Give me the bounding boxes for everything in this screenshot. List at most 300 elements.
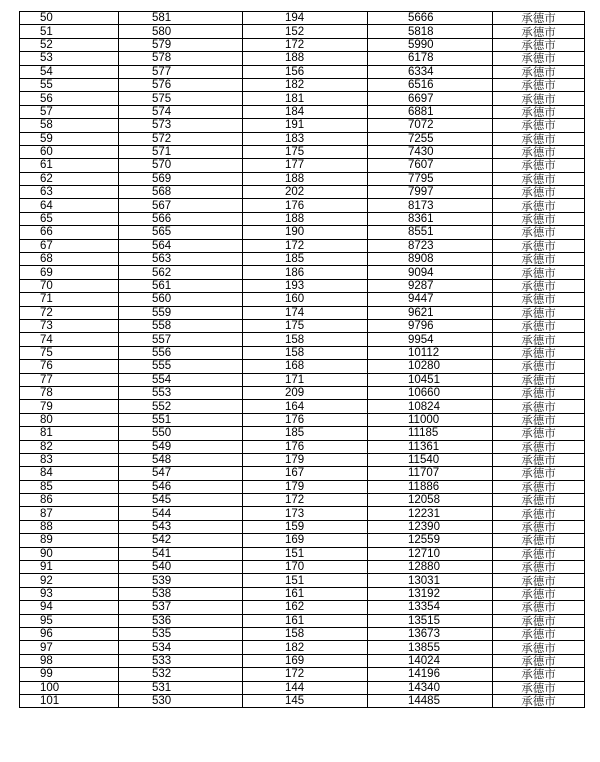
rank-cell: 74 bbox=[20, 333, 119, 346]
rank-cell: 69 bbox=[20, 266, 119, 279]
score-cell: 551 bbox=[119, 413, 243, 426]
city-cell: 承德市 bbox=[493, 12, 585, 25]
count-cell: 160 bbox=[243, 293, 368, 306]
rank-cell: 101 bbox=[20, 694, 119, 707]
score-cell: 558 bbox=[119, 319, 243, 332]
table-row bbox=[20, 561, 585, 574]
cumulative-cell: 9796 bbox=[368, 319, 493, 332]
rank-cell: 58 bbox=[20, 119, 119, 132]
count-cell: 182 bbox=[243, 78, 368, 91]
cumulative-cell: 13673 bbox=[368, 627, 493, 640]
table-row bbox=[20, 507, 585, 520]
score-cell: 552 bbox=[119, 400, 243, 413]
city-cell: 承德市 bbox=[493, 641, 585, 654]
cumulative-cell: 13515 bbox=[368, 614, 493, 627]
cumulative-cell: 6697 bbox=[368, 92, 493, 105]
cumulative-cell: 12559 bbox=[368, 534, 493, 547]
city-cell: 承德市 bbox=[493, 627, 585, 640]
city-cell: 承德市 bbox=[493, 172, 585, 185]
count-cell: 156 bbox=[243, 65, 368, 78]
score-cell: 541 bbox=[119, 547, 243, 560]
count-cell: 159 bbox=[243, 520, 368, 533]
table-row bbox=[20, 159, 585, 172]
city-cell: 承德市 bbox=[493, 52, 585, 65]
rank-cell: 75 bbox=[20, 346, 119, 359]
score-cell: 575 bbox=[119, 92, 243, 105]
count-cell: 176 bbox=[243, 199, 368, 212]
city-cell: 承德市 bbox=[493, 78, 585, 91]
rank-cell: 93 bbox=[20, 587, 119, 600]
city-cell: 承德市 bbox=[493, 453, 585, 466]
rank-cell: 97 bbox=[20, 641, 119, 654]
count-cell: 172 bbox=[243, 239, 368, 252]
score-cell: 536 bbox=[119, 614, 243, 627]
count-cell: 161 bbox=[243, 587, 368, 600]
rank-cell: 53 bbox=[20, 52, 119, 65]
table-row bbox=[20, 413, 585, 426]
city-cell: 承德市 bbox=[493, 306, 585, 319]
count-cell: 173 bbox=[243, 507, 368, 520]
score-cell: 554 bbox=[119, 373, 243, 386]
table-row bbox=[20, 427, 585, 440]
cumulative-cell: 8723 bbox=[368, 239, 493, 252]
rank-cell: 59 bbox=[20, 132, 119, 145]
city-cell: 承德市 bbox=[493, 427, 585, 440]
city-cell: 承德市 bbox=[493, 587, 585, 600]
city-cell: 承德市 bbox=[493, 654, 585, 667]
city-cell: 承德市 bbox=[493, 534, 585, 547]
table-row bbox=[20, 494, 585, 507]
table-row bbox=[20, 654, 585, 667]
cumulative-cell: 13855 bbox=[368, 641, 493, 654]
rank-cell: 77 bbox=[20, 373, 119, 386]
count-cell: 176 bbox=[243, 440, 368, 453]
count-cell: 164 bbox=[243, 400, 368, 413]
count-cell: 151 bbox=[243, 547, 368, 560]
score-distribution-sheet bbox=[19, 11, 584, 708]
city-cell: 承德市 bbox=[493, 132, 585, 145]
cumulative-cell: 6178 bbox=[368, 52, 493, 65]
score-cell: 556 bbox=[119, 346, 243, 359]
table-row bbox=[20, 453, 585, 466]
table-row bbox=[20, 212, 585, 225]
score-cell: 530 bbox=[119, 694, 243, 707]
count-cell: 183 bbox=[243, 132, 368, 145]
table-row bbox=[20, 199, 585, 212]
score-cell: 547 bbox=[119, 467, 243, 480]
score-cell: 580 bbox=[119, 25, 243, 38]
city-cell: 承德市 bbox=[493, 92, 585, 105]
cumulative-cell: 7997 bbox=[368, 186, 493, 199]
city-cell: 承德市 bbox=[493, 145, 585, 158]
rank-cell: 56 bbox=[20, 92, 119, 105]
rank-cell: 54 bbox=[20, 65, 119, 78]
count-cell: 193 bbox=[243, 279, 368, 292]
city-cell: 承德市 bbox=[493, 119, 585, 132]
table-row bbox=[20, 25, 585, 38]
table-row bbox=[20, 239, 585, 252]
table-row bbox=[20, 266, 585, 279]
cumulative-cell: 11707 bbox=[368, 467, 493, 480]
rank-cell: 85 bbox=[20, 480, 119, 493]
city-cell: 承德市 bbox=[493, 561, 585, 574]
table-row bbox=[20, 253, 585, 266]
score-cell: 564 bbox=[119, 239, 243, 252]
rank-cell: 68 bbox=[20, 253, 119, 266]
count-cell: 144 bbox=[243, 681, 368, 694]
city-cell: 承德市 bbox=[493, 279, 585, 292]
city-cell: 承德市 bbox=[493, 65, 585, 78]
count-cell: 188 bbox=[243, 172, 368, 185]
rank-cell: 94 bbox=[20, 601, 119, 614]
cumulative-cell: 11540 bbox=[368, 453, 493, 466]
score-cell: 535 bbox=[119, 627, 243, 640]
score-cell: 553 bbox=[119, 386, 243, 399]
count-cell: 194 bbox=[243, 12, 368, 25]
city-cell: 承德市 bbox=[493, 520, 585, 533]
rank-cell: 88 bbox=[20, 520, 119, 533]
city-cell: 承德市 bbox=[493, 293, 585, 306]
count-cell: 174 bbox=[243, 306, 368, 319]
count-cell: 171 bbox=[243, 373, 368, 386]
count-cell: 168 bbox=[243, 360, 368, 373]
rank-cell: 50 bbox=[20, 12, 119, 25]
table-row bbox=[20, 92, 585, 105]
score-cell: 549 bbox=[119, 440, 243, 453]
rank-cell: 90 bbox=[20, 547, 119, 560]
rank-cell: 61 bbox=[20, 159, 119, 172]
city-cell: 承德市 bbox=[493, 413, 585, 426]
count-cell: 188 bbox=[243, 52, 368, 65]
score-cell: 539 bbox=[119, 574, 243, 587]
city-cell: 承德市 bbox=[493, 574, 585, 587]
cumulative-cell: 6334 bbox=[368, 65, 493, 78]
city-cell: 承德市 bbox=[493, 199, 585, 212]
score-cell: 534 bbox=[119, 641, 243, 654]
city-cell: 承德市 bbox=[493, 494, 585, 507]
cumulative-cell: 5990 bbox=[368, 38, 493, 51]
table-row bbox=[20, 38, 585, 51]
cumulative-cell: 11886 bbox=[368, 480, 493, 493]
count-cell: 152 bbox=[243, 25, 368, 38]
count-cell: 190 bbox=[243, 226, 368, 239]
rank-cell: 73 bbox=[20, 319, 119, 332]
count-cell: 179 bbox=[243, 480, 368, 493]
table-row bbox=[20, 333, 585, 346]
table-row bbox=[20, 641, 585, 654]
count-cell: 175 bbox=[243, 319, 368, 332]
city-cell: 承德市 bbox=[493, 614, 585, 627]
score-cell: 531 bbox=[119, 681, 243, 694]
count-cell: 186 bbox=[243, 266, 368, 279]
count-cell: 151 bbox=[243, 574, 368, 587]
city-cell: 承德市 bbox=[493, 480, 585, 493]
cumulative-cell: 11361 bbox=[368, 440, 493, 453]
table-row bbox=[20, 65, 585, 78]
table-row bbox=[20, 78, 585, 91]
city-cell: 承德市 bbox=[493, 226, 585, 239]
count-cell: 167 bbox=[243, 467, 368, 480]
rank-cell: 70 bbox=[20, 279, 119, 292]
score-cell: 567 bbox=[119, 199, 243, 212]
city-cell: 承德市 bbox=[493, 333, 585, 346]
city-cell: 承德市 bbox=[493, 400, 585, 413]
table-row bbox=[20, 668, 585, 681]
score-cell: 574 bbox=[119, 105, 243, 118]
table-row bbox=[20, 614, 585, 627]
cumulative-cell: 13354 bbox=[368, 601, 493, 614]
score-cell: 540 bbox=[119, 561, 243, 574]
rank-cell: 92 bbox=[20, 574, 119, 587]
rank-cell: 86 bbox=[20, 494, 119, 507]
table-row bbox=[20, 534, 585, 547]
score-cell: 579 bbox=[119, 38, 243, 51]
table-row bbox=[20, 52, 585, 65]
cumulative-cell: 6881 bbox=[368, 105, 493, 118]
table-row bbox=[20, 480, 585, 493]
count-cell: 185 bbox=[243, 427, 368, 440]
rank-cell: 99 bbox=[20, 668, 119, 681]
city-cell: 承德市 bbox=[493, 159, 585, 172]
city-cell: 承德市 bbox=[493, 373, 585, 386]
score-cell: 561 bbox=[119, 279, 243, 292]
city-cell: 承德市 bbox=[493, 239, 585, 252]
count-cell: 161 bbox=[243, 614, 368, 627]
rank-cell: 55 bbox=[20, 78, 119, 91]
score-cell: 581 bbox=[119, 12, 243, 25]
score-cell: 569 bbox=[119, 172, 243, 185]
table-row bbox=[20, 186, 585, 199]
count-cell: 179 bbox=[243, 453, 368, 466]
table-row bbox=[20, 694, 585, 707]
table-row bbox=[20, 145, 585, 158]
score-cell: 544 bbox=[119, 507, 243, 520]
city-cell: 承德市 bbox=[493, 440, 585, 453]
city-cell: 承德市 bbox=[493, 266, 585, 279]
cumulative-cell: 10824 bbox=[368, 400, 493, 413]
cumulative-cell: 11185 bbox=[368, 427, 493, 440]
count-cell: 202 bbox=[243, 186, 368, 199]
cumulative-cell: 13031 bbox=[368, 574, 493, 587]
score-cell: 533 bbox=[119, 654, 243, 667]
city-cell: 承德市 bbox=[493, 668, 585, 681]
cumulative-cell: 9954 bbox=[368, 333, 493, 346]
score-cell: 563 bbox=[119, 253, 243, 266]
cumulative-cell: 10451 bbox=[368, 373, 493, 386]
cumulative-cell: 5666 bbox=[368, 12, 493, 25]
count-cell: 172 bbox=[243, 668, 368, 681]
score-cell: 543 bbox=[119, 520, 243, 533]
city-cell: 承德市 bbox=[493, 25, 585, 38]
score-cell: 562 bbox=[119, 266, 243, 279]
cumulative-cell: 8173 bbox=[368, 199, 493, 212]
cumulative-cell: 10112 bbox=[368, 346, 493, 359]
cumulative-cell: 14196 bbox=[368, 668, 493, 681]
table-row bbox=[20, 293, 585, 306]
table-row bbox=[20, 306, 585, 319]
score-cell: 545 bbox=[119, 494, 243, 507]
table-row bbox=[20, 172, 585, 185]
rank-cell: 52 bbox=[20, 38, 119, 51]
count-cell: 145 bbox=[243, 694, 368, 707]
table-row bbox=[20, 132, 585, 145]
table-row bbox=[20, 467, 585, 480]
count-cell: 158 bbox=[243, 333, 368, 346]
rank-cell: 100 bbox=[20, 681, 119, 694]
count-cell: 169 bbox=[243, 534, 368, 547]
city-cell: 承德市 bbox=[493, 681, 585, 694]
city-cell: 承德市 bbox=[493, 105, 585, 118]
rank-cell: 96 bbox=[20, 627, 119, 640]
count-cell: 191 bbox=[243, 119, 368, 132]
count-cell: 182 bbox=[243, 641, 368, 654]
cumulative-cell: 12231 bbox=[368, 507, 493, 520]
city-cell: 承德市 bbox=[493, 360, 585, 373]
count-cell: 175 bbox=[243, 145, 368, 158]
cumulative-cell: 12390 bbox=[368, 520, 493, 533]
count-cell: 209 bbox=[243, 386, 368, 399]
table-row bbox=[20, 587, 585, 600]
table-row bbox=[20, 360, 585, 373]
cumulative-cell: 7072 bbox=[368, 119, 493, 132]
cumulative-cell: 14024 bbox=[368, 654, 493, 667]
cumulative-cell: 7255 bbox=[368, 132, 493, 145]
score-cell: 548 bbox=[119, 453, 243, 466]
score-cell: 572 bbox=[119, 132, 243, 145]
table-row bbox=[20, 520, 585, 533]
count-cell: 172 bbox=[243, 38, 368, 51]
table-row bbox=[20, 627, 585, 640]
table-row bbox=[20, 119, 585, 132]
rank-cell: 89 bbox=[20, 534, 119, 547]
cumulative-cell: 7795 bbox=[368, 172, 493, 185]
city-cell: 承德市 bbox=[493, 186, 585, 199]
cumulative-cell: 9447 bbox=[368, 293, 493, 306]
cumulative-cell: 12880 bbox=[368, 561, 493, 574]
rank-cell: 51 bbox=[20, 25, 119, 38]
table-row bbox=[20, 547, 585, 560]
count-cell: 158 bbox=[243, 627, 368, 640]
rank-cell: 64 bbox=[20, 199, 119, 212]
table-row bbox=[20, 105, 585, 118]
rank-cell: 82 bbox=[20, 440, 119, 453]
count-cell: 181 bbox=[243, 92, 368, 105]
table-row bbox=[20, 12, 585, 25]
rank-cell: 87 bbox=[20, 507, 119, 520]
score-cell: 555 bbox=[119, 360, 243, 373]
rank-cell: 78 bbox=[20, 386, 119, 399]
score-cell: 577 bbox=[119, 65, 243, 78]
cumulative-cell: 14340 bbox=[368, 681, 493, 694]
rank-cell: 60 bbox=[20, 145, 119, 158]
score-cell: 546 bbox=[119, 480, 243, 493]
city-cell: 承德市 bbox=[493, 38, 585, 51]
table-row bbox=[20, 226, 585, 239]
rank-cell: 91 bbox=[20, 561, 119, 574]
rank-cell: 66 bbox=[20, 226, 119, 239]
score-cell: 560 bbox=[119, 293, 243, 306]
cumulative-cell: 12710 bbox=[368, 547, 493, 560]
rank-cell: 72 bbox=[20, 306, 119, 319]
rank-cell: 80 bbox=[20, 413, 119, 426]
cumulative-cell: 14485 bbox=[368, 694, 493, 707]
city-cell: 承德市 bbox=[493, 386, 585, 399]
table-row bbox=[20, 279, 585, 292]
cumulative-cell: 8361 bbox=[368, 212, 493, 225]
rank-cell: 81 bbox=[20, 427, 119, 440]
rank-cell: 71 bbox=[20, 293, 119, 306]
rank-cell: 83 bbox=[20, 453, 119, 466]
count-cell: 162 bbox=[243, 601, 368, 614]
table-row bbox=[20, 440, 585, 453]
city-cell: 承德市 bbox=[493, 467, 585, 480]
cumulative-cell: 6516 bbox=[368, 78, 493, 91]
cumulative-cell: 9094 bbox=[368, 266, 493, 279]
score-cell: 571 bbox=[119, 145, 243, 158]
cumulative-cell: 9621 bbox=[368, 306, 493, 319]
score-cell: 578 bbox=[119, 52, 243, 65]
cumulative-cell: 7607 bbox=[368, 159, 493, 172]
cumulative-cell: 10660 bbox=[368, 386, 493, 399]
score-cell: 568 bbox=[119, 186, 243, 199]
table-row bbox=[20, 386, 585, 399]
score-cell: 559 bbox=[119, 306, 243, 319]
score-cell: 565 bbox=[119, 226, 243, 239]
table-row bbox=[20, 373, 585, 386]
city-cell: 承德市 bbox=[493, 253, 585, 266]
table-row bbox=[20, 681, 585, 694]
cumulative-cell: 11000 bbox=[368, 413, 493, 426]
city-cell: 承德市 bbox=[493, 319, 585, 332]
score-cell: 538 bbox=[119, 587, 243, 600]
count-cell: 170 bbox=[243, 561, 368, 574]
count-cell: 158 bbox=[243, 346, 368, 359]
score-table bbox=[19, 11, 585, 708]
count-cell: 177 bbox=[243, 159, 368, 172]
city-cell: 承德市 bbox=[493, 694, 585, 707]
rank-cell: 57 bbox=[20, 105, 119, 118]
score-cell: 573 bbox=[119, 119, 243, 132]
score-cell: 570 bbox=[119, 159, 243, 172]
table-row bbox=[20, 574, 585, 587]
cumulative-cell: 8908 bbox=[368, 253, 493, 266]
score-cell: 576 bbox=[119, 78, 243, 91]
city-cell: 承德市 bbox=[493, 547, 585, 560]
cumulative-cell: 7430 bbox=[368, 145, 493, 158]
score-cell: 557 bbox=[119, 333, 243, 346]
table-row bbox=[20, 319, 585, 332]
rank-cell: 98 bbox=[20, 654, 119, 667]
cumulative-cell: 9287 bbox=[368, 279, 493, 292]
city-cell: 承德市 bbox=[493, 346, 585, 359]
cumulative-cell: 12058 bbox=[368, 494, 493, 507]
cumulative-cell: 13192 bbox=[368, 587, 493, 600]
rank-cell: 95 bbox=[20, 614, 119, 627]
city-cell: 承德市 bbox=[493, 507, 585, 520]
score-cell: 566 bbox=[119, 212, 243, 225]
rank-cell: 84 bbox=[20, 467, 119, 480]
score-cell: 550 bbox=[119, 427, 243, 440]
cumulative-cell: 5818 bbox=[368, 25, 493, 38]
rank-cell: 62 bbox=[20, 172, 119, 185]
score-cell: 542 bbox=[119, 534, 243, 547]
count-cell: 172 bbox=[243, 494, 368, 507]
table-row bbox=[20, 400, 585, 413]
table-row bbox=[20, 601, 585, 614]
rank-cell: 65 bbox=[20, 212, 119, 225]
rank-cell: 76 bbox=[20, 360, 119, 373]
cumulative-cell: 10280 bbox=[368, 360, 493, 373]
